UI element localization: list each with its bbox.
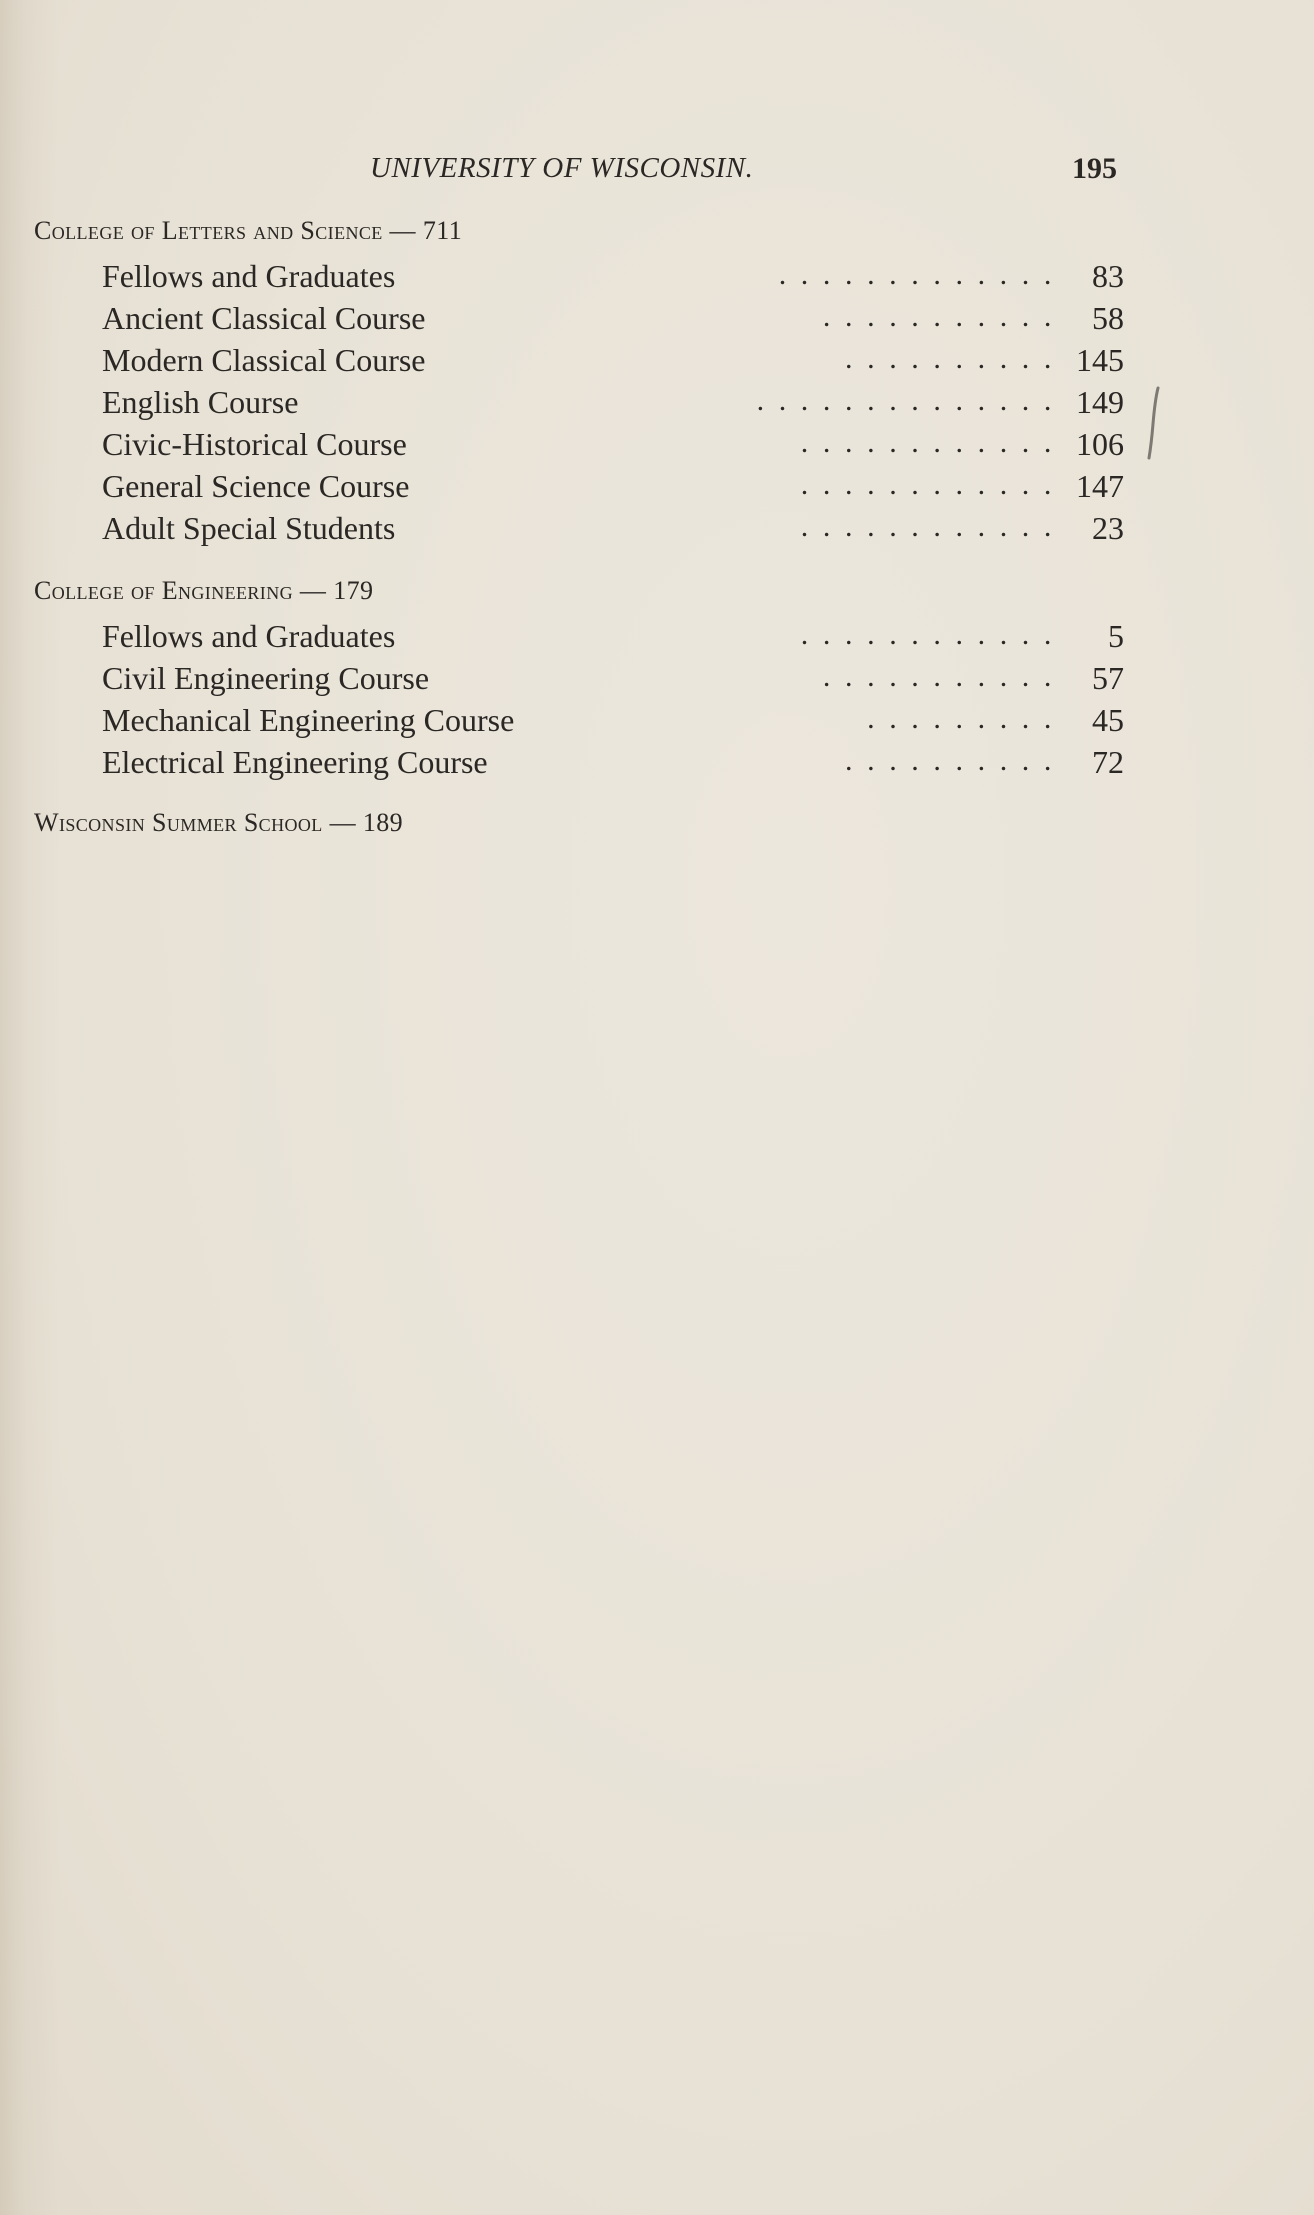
leader-dots: ............: [800, 468, 1066, 501]
list-item: [102, 384, 1124, 424]
row-value: 23: [1092, 510, 1124, 546]
row-value: 5: [1108, 618, 1124, 654]
list-item: [102, 468, 1124, 508]
list-item: [102, 744, 1124, 784]
leader-dots: ...........: [822, 300, 1066, 333]
leader-dots: .........: [867, 702, 1066, 735]
list-item: [102, 510, 1124, 550]
list-item: [102, 618, 1124, 658]
section-heading-engineering: College of Engineering — 179: [34, 576, 374, 605]
row-value: 57: [1092, 660, 1124, 696]
list-item: [102, 660, 1124, 700]
leader-dots: ............: [800, 426, 1066, 459]
leader-dots: ...........: [822, 660, 1066, 693]
row-label: Civic-Historical Course: [102, 426, 407, 462]
page-number: 195: [1072, 152, 1117, 185]
leader-dots: .............: [778, 258, 1066, 291]
row-label: Adult Special Students: [102, 510, 396, 546]
list-item: [102, 300, 1124, 340]
row-value: 147: [1076, 468, 1124, 504]
list-item: [102, 426, 1124, 466]
leader-dots: ..............: [756, 384, 1066, 417]
leader-dots: ............: [800, 618, 1066, 651]
row-label: Ancient Classical Course: [102, 300, 426, 336]
row-label: Modern Classical Course: [102, 342, 426, 378]
running-head: UNIVERSITY OF WISCONSIN.: [370, 152, 754, 184]
row-label: Fellows and Graduates: [102, 258, 396, 294]
row-value: 72: [1092, 744, 1124, 780]
row-label: Electrical Engineering Course: [102, 744, 488, 780]
row-value: 83: [1092, 258, 1124, 294]
row-label: English Course: [102, 384, 299, 420]
list-item: [102, 258, 1124, 298]
leader-dots: ............: [800, 510, 1066, 543]
leader-dots: ..........: [845, 342, 1066, 375]
row-value: 145: [1076, 342, 1124, 378]
section-heading-summer-school: Wisconsin Summer School — 189: [34, 808, 404, 837]
list-item: [102, 702, 1124, 742]
pencil-mark-icon: [1146, 386, 1160, 460]
row-label: Mechanical Engineering Course: [102, 702, 515, 738]
row-value: 45: [1092, 702, 1124, 738]
row-label: General Science Course: [102, 468, 410, 504]
row-value: 149: [1076, 384, 1124, 420]
row-label: Fellows and Graduates: [102, 618, 396, 654]
list-item: [102, 342, 1124, 382]
row-value: 58: [1092, 300, 1124, 336]
leader-dots: ..........: [845, 744, 1066, 777]
row-value: 106: [1076, 426, 1124, 462]
section-heading-letters-and-science: College of Letters and Science — 711: [34, 216, 463, 245]
row-label: Civil Engineering Course: [102, 660, 430, 696]
